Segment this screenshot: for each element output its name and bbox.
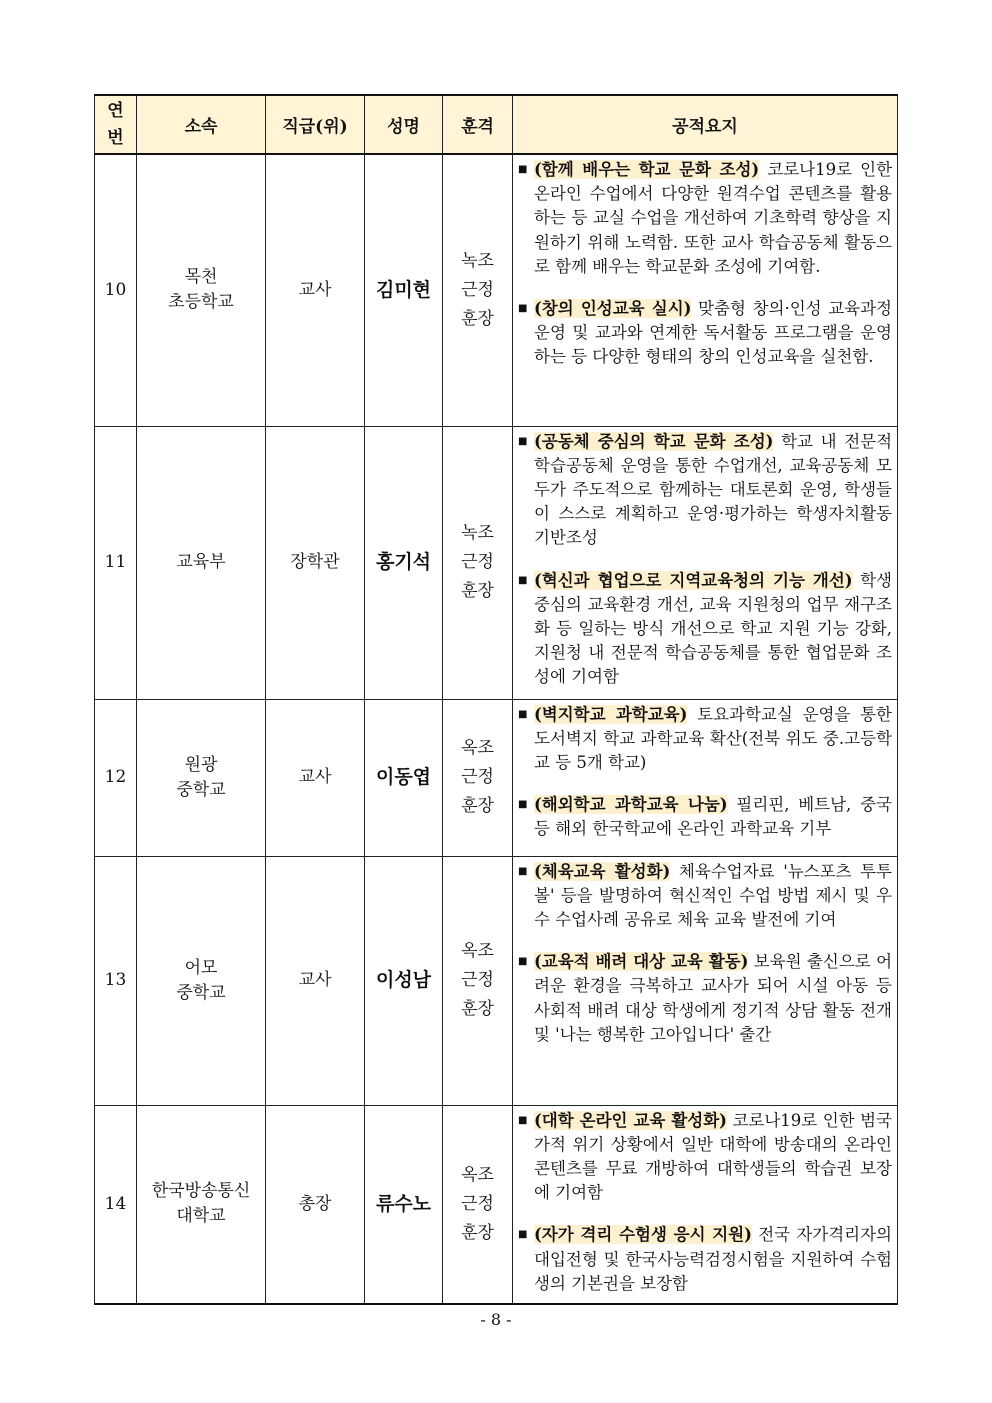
square-bullet-icon: ■ xyxy=(518,574,528,586)
achievement-item xyxy=(518,1109,892,1206)
achievement-cell xyxy=(513,1105,898,1304)
name-cell: 김미현 xyxy=(365,154,443,426)
row-number: 10 xyxy=(95,154,137,426)
table-row xyxy=(95,426,898,699)
achievement-text xyxy=(534,860,892,933)
header-name: 성명 xyxy=(365,95,443,154)
award-cell: 옥조 근정 훈장 xyxy=(443,856,513,1105)
award-table xyxy=(94,94,898,1305)
achievement-text xyxy=(534,793,892,841)
achievement-title: (해외학교 과학교육 나눔) xyxy=(534,795,728,815)
achievement-item xyxy=(518,860,892,933)
award-cell: 녹조 근정 훈장 xyxy=(443,154,513,426)
achievement-description: 보육원 출신으로 어려운 환경을 극복하고 교사가 되어 시설 아동 등 사회적 배려 대상 학생에게 정기적 상담 활동 전개 및 '나는 행복한 고아입니다' 출간 xyxy=(534,952,893,1044)
name-cell: 류수노 xyxy=(365,1105,443,1304)
achievement-cell xyxy=(513,699,898,856)
square-bullet-icon: ■ xyxy=(518,435,528,447)
table-header xyxy=(95,95,898,154)
achievement-item xyxy=(518,297,892,370)
achievement-text xyxy=(534,703,892,776)
affiliation-cell: 원광 중학교 xyxy=(137,699,266,856)
table-row xyxy=(95,856,898,1105)
achievement-description: 코로나19로 인한 온라인 수업에서 다양한 원격수업 콘텐츠를 활용하는 등 교실 수업을 개선하여 기초학력 향상을 지원하기 위해 노력함. 또한 교사 학습공동체 활동으로 함께 배우는 학교문화 조성에 기여함. xyxy=(534,160,893,276)
name-cell: 이성남 xyxy=(365,856,443,1105)
achievement-item xyxy=(518,793,892,841)
achievement-description: 학생중심의 교육환경 개선, 교육 지원청의 업무 재구조화 등 일하는 방식 개선으로 학교 지원 기능 강화, 지원청 내 전문적 학습공동체를 통한 협업문화 조성에 기여함 xyxy=(534,570,892,687)
award-cell: 옥조 근정 훈장 xyxy=(443,1105,513,1304)
header-rank: 직급(위) xyxy=(266,95,365,154)
rank-cell: 교사 xyxy=(266,154,365,426)
square-bullet-icon: ■ xyxy=(518,865,528,877)
rank-cell: 교사 xyxy=(266,699,365,856)
achievement-description: 코로나19로 인한 범국가적 위기 상황에서 일반 대학에 방송대의 온라인 콘텐츠를 무료 개방하여 대학생들의 학습권 보장에 기여함 xyxy=(534,1110,892,1203)
achievement-title: (창의 인성교육 실시) xyxy=(534,299,692,319)
table-row xyxy=(95,1105,898,1304)
affiliation-cell: 한국방송통신 대학교 xyxy=(137,1105,266,1304)
header-no: 연 번 xyxy=(95,95,137,154)
row-number: 14 xyxy=(95,1105,137,1304)
affiliation-cell: 목천 초등학교 xyxy=(137,154,266,426)
achievement-description: 체육수업자료 '뉴스포츠 투투볼' 등을 발명하여 혁신적인 수업 방법 제시 및 우수 수업사례 공유로 체육 교육 발전에 기여 xyxy=(534,861,892,929)
table-row xyxy=(95,154,898,426)
square-bullet-icon: ■ xyxy=(518,799,528,811)
achievement-text xyxy=(534,1109,892,1206)
achievement-description: 토요과학교실 운영을 통한 도서벽지 학교 과학교육 확산(전북 위도 중.고등학교 등 5개 학교) xyxy=(534,704,892,772)
achievement-item xyxy=(518,569,892,690)
achievement-title: (자가 격리 수험생 응시 지원) xyxy=(534,1225,752,1245)
achievement-description: 필리핀, 베트남, 중국 등 해외 한국학교에 온라인 과학교육 기부 xyxy=(534,795,892,839)
achievement-description: 전국 자가격리자의 대입전형 및 한국사능력검정시험을 지원하여 수험생의 기본권을 보장함 xyxy=(534,1225,892,1293)
name-cell: 이동엽 xyxy=(365,699,443,856)
achievement-text xyxy=(534,297,892,370)
achievement-item xyxy=(518,703,892,776)
achievement-title: (혁신과 협업으로 지역교육청의 기능 개선) xyxy=(534,570,853,590)
achievement-text xyxy=(534,950,892,1047)
achievement-cell xyxy=(513,426,898,699)
achievement-item xyxy=(518,158,892,279)
achievement-title: (함께 배우는 학교 문화 조성) xyxy=(534,160,760,179)
achievement-title: (공동체 중심의 학교 문화 조성) xyxy=(534,431,774,451)
achievement-item xyxy=(518,950,892,1047)
achievement-item xyxy=(518,430,892,551)
header-award: 훈격 xyxy=(443,95,513,154)
page-number: - 8 - xyxy=(480,1310,512,1329)
achievement-title: (체육교육 활성화) xyxy=(534,861,671,881)
row-number: 13 xyxy=(95,856,137,1105)
achievement-title: (교육적 배려 대상 교육 활동) xyxy=(534,952,749,972)
achievement-text xyxy=(534,1223,892,1296)
rank-cell: 총장 xyxy=(266,1105,365,1304)
affiliation-cell: 어모 중학교 xyxy=(137,856,266,1105)
achievement-cell xyxy=(513,154,898,426)
square-bullet-icon: ■ xyxy=(518,708,528,720)
square-bullet-icon: ■ xyxy=(518,303,528,315)
square-bullet-icon: ■ xyxy=(518,164,528,175)
square-bullet-icon: ■ xyxy=(518,1229,528,1241)
achievement-text xyxy=(534,158,892,279)
rank-cell: 교사 xyxy=(266,856,365,1105)
header-achievement: 공적요지 xyxy=(513,95,898,154)
achievement-title: (대학 온라인 교육 활성화) xyxy=(534,1110,727,1130)
rank-cell: 장학관 xyxy=(266,426,365,699)
header-row xyxy=(95,95,898,154)
row-number: 11 xyxy=(95,426,137,699)
row-number: 12 xyxy=(95,699,137,856)
header-affiliation: 소속 xyxy=(137,95,266,154)
achievement-cell xyxy=(513,856,898,1105)
square-bullet-icon: ■ xyxy=(518,1114,528,1126)
achievement-text xyxy=(534,430,892,551)
name-cell: 홍기석 xyxy=(365,426,443,699)
affiliation-cell: 교육부 xyxy=(137,426,266,699)
achievement-title: (벽지학교 과학교육) xyxy=(534,704,688,724)
award-cell: 녹조 근정 훈장 xyxy=(443,426,513,699)
achievement-item xyxy=(518,1223,892,1296)
achievement-description: 학교 내 전문적 학습공동체 운영을 통한 수업개선, 교육공동체 모두가 주도적으로 함께하는 대토론회 운영, 학생들이 스스로 계획하고 운영·평가하는 학생자치활동 기반조성 xyxy=(534,431,893,548)
achievement-text xyxy=(534,569,892,690)
table-body xyxy=(95,154,898,1304)
table-row xyxy=(95,699,898,856)
achievement-description: 맞춤형 창의·인성 교육과정 운영 및 교과와 연계한 독서활동 프로그램을 운영하는 등 다양한 형태의 창의 인성교육을 실천함. xyxy=(534,299,892,367)
award-cell: 옥조 근정 훈장 xyxy=(443,699,513,856)
square-bullet-icon: ■ xyxy=(518,956,528,968)
